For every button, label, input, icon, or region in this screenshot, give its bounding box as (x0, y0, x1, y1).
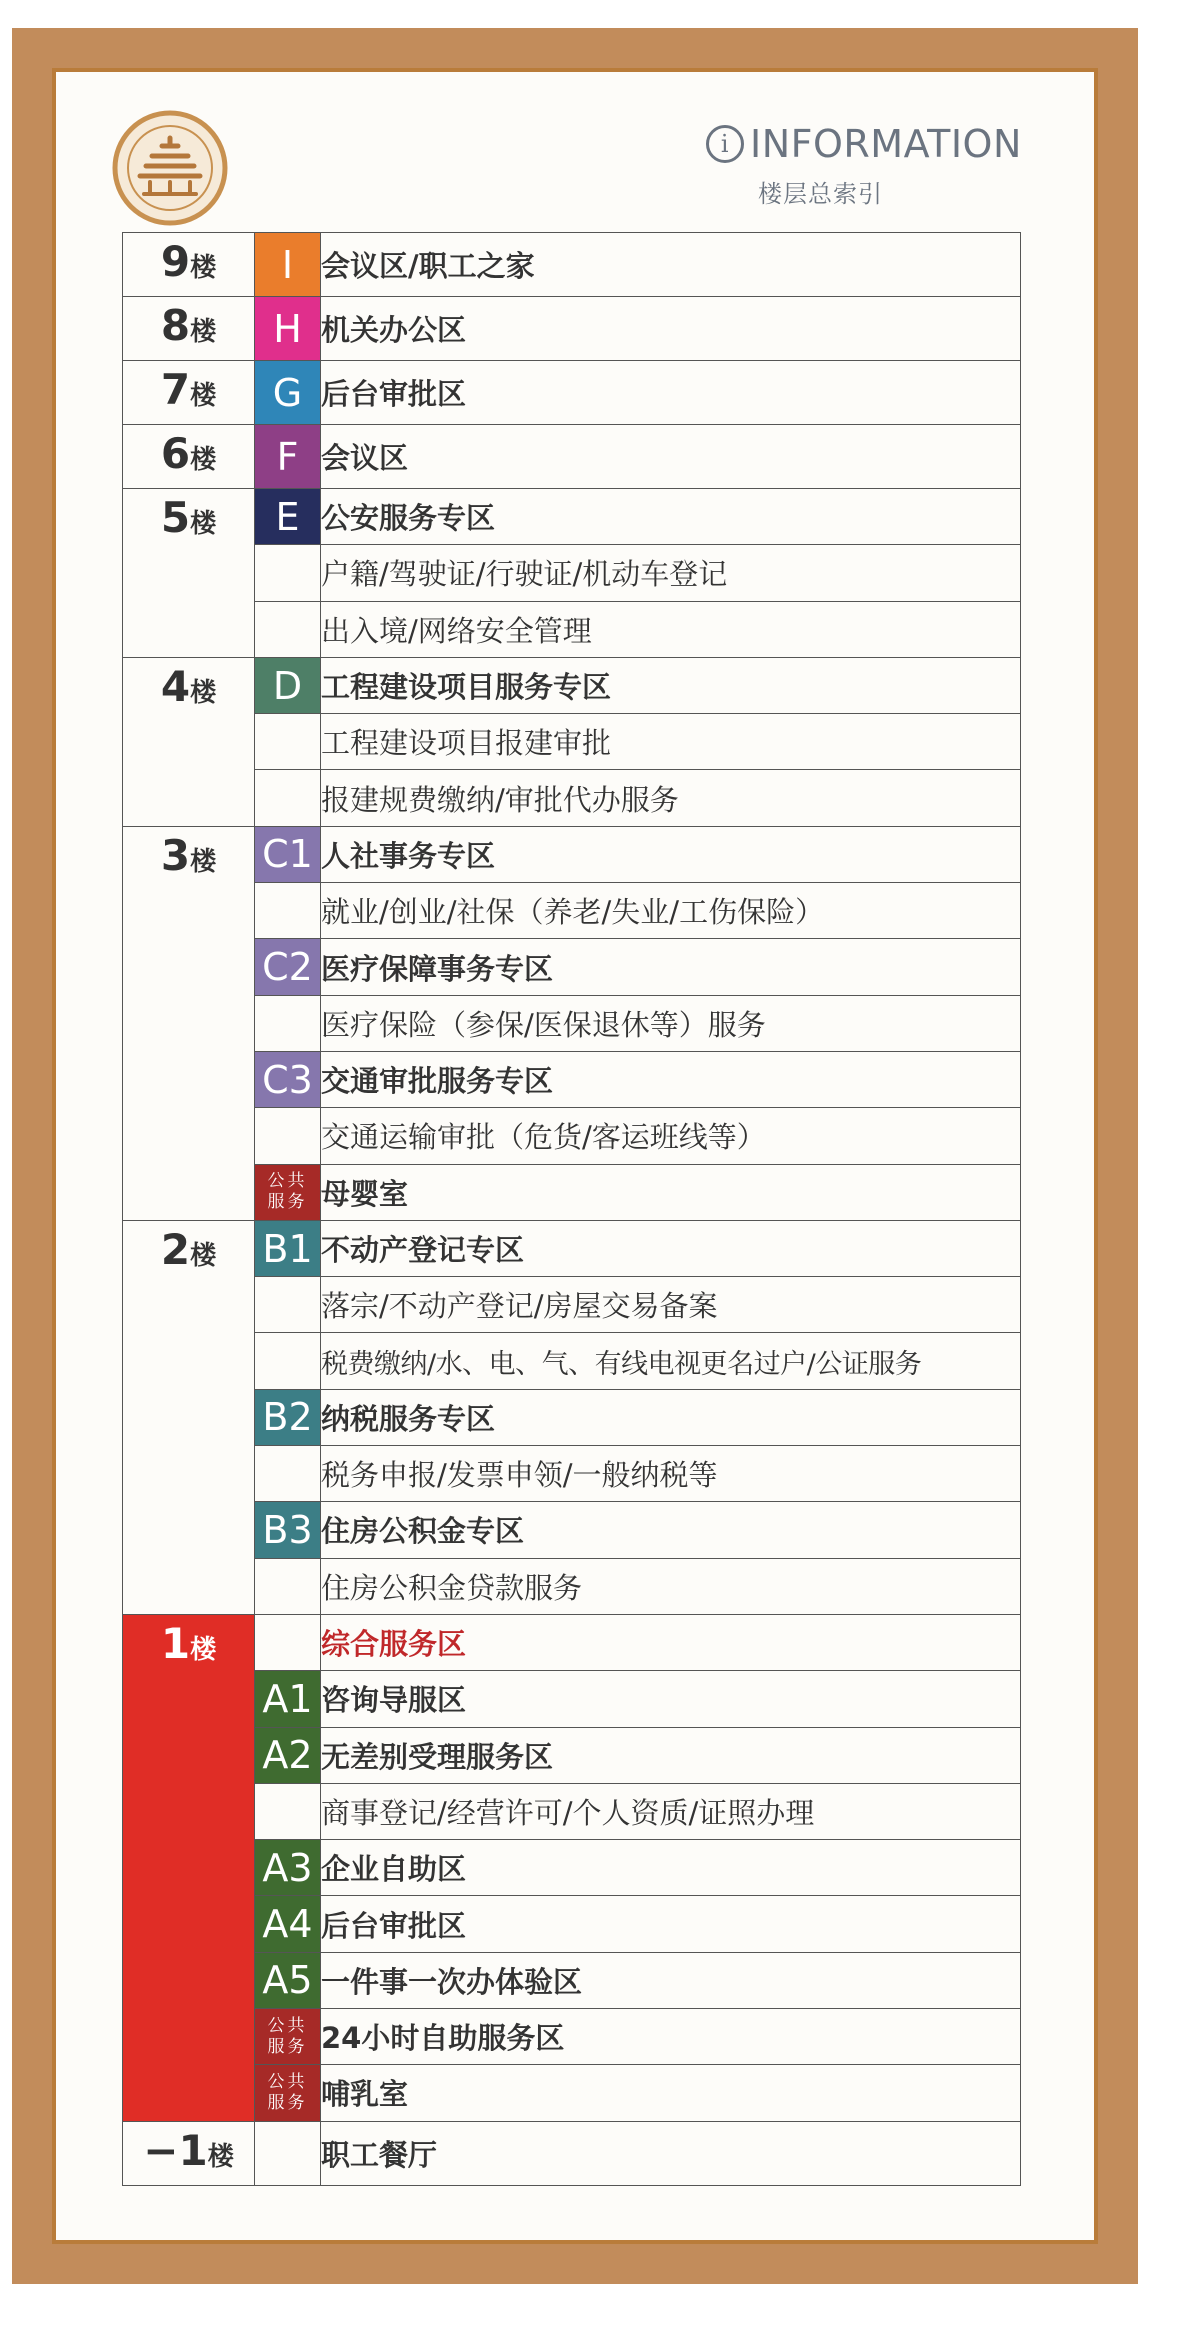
zone-code-badge: A2 (255, 1727, 321, 1783)
directory-row (123, 1277, 1021, 1333)
floor-suffix: 楼 (190, 253, 217, 283)
directory-row (123, 233, 1021, 297)
public-service-badge: 公共 服务 (255, 2009, 321, 2065)
zone-code-badge: A3 (255, 1840, 321, 1896)
floor-number: 7 (160, 365, 191, 414)
directory-row (123, 1783, 1021, 1839)
zone-code-empty (255, 770, 321, 826)
directory-row (123, 1727, 1021, 1783)
zone-title: 公安服务专区 (321, 489, 1021, 545)
zone-title: 不动产登记专区 (321, 1220, 1021, 1276)
public-service-badge: 公共 服务 (255, 1164, 321, 1220)
zone-detail: 出入境/网络安全管理 (321, 601, 1021, 657)
zone-title: 咨询导服区 (321, 1671, 1021, 1727)
zone-detail: 住房公积金贷款服务 (321, 1558, 1021, 1614)
zone-code-badge: A4 (255, 1896, 321, 1952)
zone-title: 企业自助区 (321, 1840, 1021, 1896)
zone-code-badge: A1 (255, 1671, 321, 1727)
floor-label (123, 2121, 255, 2185)
zone-code-badge: B3 (255, 1502, 321, 1558)
zone-code-badge: C1 (255, 826, 321, 882)
zone-title: 母婴室 (321, 1164, 1021, 1220)
floor-number: 5 (160, 493, 191, 542)
floor-suffix: 楼 (190, 677, 217, 708)
zone-detail: 落宗/不动产登记/房屋交易备案 (321, 1277, 1021, 1333)
floor-number: 2 (160, 1224, 191, 1274)
floor-number: 8 (160, 301, 191, 350)
directory-row (123, 1840, 1021, 1896)
directory-row (123, 2121, 1021, 2185)
directory-row (123, 657, 1021, 713)
directory-row (123, 1671, 1021, 1727)
zone-code-badge: D (255, 657, 321, 713)
zone-title: 机关办公区 (321, 297, 1021, 361)
zone-title: 会议区/职工之家 (321, 233, 1021, 297)
floor-label (123, 233, 255, 297)
floor-label (123, 1614, 255, 2121)
zone-code-badge: E (255, 489, 321, 545)
zone-code-badge: B1 (255, 1220, 321, 1276)
directory-row (123, 361, 1021, 425)
directory-row (123, 425, 1021, 489)
floor-number: 1 (160, 1618, 191, 1668)
zone-detail: 就业/创业/社保（养老/失业/工伤保险） (321, 883, 1021, 939)
directory-row (123, 1051, 1021, 1107)
zone-code-empty (255, 1446, 321, 1502)
zone-title: 会议区 (321, 425, 1021, 489)
zone-code-empty (255, 1614, 321, 1670)
floor-suffix: 楼 (190, 381, 217, 411)
directory-row (123, 1502, 1021, 1558)
floor-suffix: 楼 (190, 317, 217, 347)
zone-title: 住房公积金专区 (321, 1502, 1021, 1558)
directory-row (123, 601, 1021, 657)
directory-row (123, 826, 1021, 882)
zone-detail: 税费缴纳/水、电、气、有线电视更名过户/公证服务 (321, 1333, 1021, 1389)
zone-detail: 税务申报/发票申领/一般纳税等 (321, 1446, 1021, 1502)
directory-row (123, 883, 1021, 939)
directory-row (123, 939, 1021, 995)
zone-code-badge: G (255, 361, 321, 425)
floor-number: 6 (160, 429, 191, 478)
zone-detail: 商事登记/经营许可/个人资质/证照办理 (321, 1783, 1021, 1839)
zone-code-empty (255, 714, 321, 770)
zone-code-badge: C3 (255, 1051, 321, 1107)
zone-title: 交通审批服务专区 (321, 1051, 1021, 1107)
floor-number: 3 (160, 830, 191, 880)
floor-number: 9 (160, 237, 191, 286)
floor-directory-table (122, 232, 1021, 2186)
floor-label (123, 657, 255, 826)
floor-label (123, 1220, 255, 1614)
zone-code-empty (255, 995, 321, 1051)
zone-title: 哺乳室 (321, 2065, 1021, 2121)
zone-code-badge: B2 (255, 1389, 321, 1445)
zone-code-empty (255, 1783, 321, 1839)
directory-row (123, 1558, 1021, 1614)
zone-title: 后台审批区 (321, 361, 1021, 425)
directory-row (123, 2009, 1021, 2065)
zone-detail: 医疗保险（参保/医保退休等）服务 (321, 995, 1021, 1051)
zone-code-empty (255, 1558, 321, 1614)
floor-label (123, 297, 255, 361)
floor-suffix: 楼 (190, 846, 217, 877)
info-heading (706, 122, 1022, 166)
zone-title: 医疗保障事务专区 (321, 939, 1021, 995)
directory-row (123, 714, 1021, 770)
zone-title: 一件事一次办体验区 (321, 1952, 1021, 2008)
directory-row (123, 1446, 1021, 1502)
zone-title: 纳税服务专区 (321, 1389, 1021, 1445)
zone-code-empty (255, 2121, 321, 2185)
directory-row (123, 1164, 1021, 1220)
directory-row (123, 1220, 1021, 1276)
zone-detail: 交通运输审批（危货/客运班线等） (321, 1108, 1021, 1164)
zone-title: 人社事务专区 (321, 826, 1021, 882)
zone-code-badge: C2 (255, 939, 321, 995)
zone-code-empty (255, 601, 321, 657)
floor-label (123, 425, 255, 489)
info-circle-icon: i (706, 125, 744, 163)
zone-code-empty (255, 1333, 321, 1389)
info-subtitle: 楼层总索引 (758, 180, 883, 208)
directory-row (123, 489, 1021, 545)
directory-row (123, 545, 1021, 601)
zone-title: 后台审批区 (321, 1896, 1021, 1952)
public-service-badge: 公共 服务 (255, 2065, 321, 2121)
directory-row (123, 995, 1021, 1051)
zone-code-badge: I (255, 233, 321, 297)
zone-title: 无差别受理服务区 (321, 1727, 1021, 1783)
info-label: INFORMATION (750, 122, 1022, 166)
zone-code-empty (255, 545, 321, 601)
floor-number: −1 (143, 2125, 208, 2175)
zone-title: 综合服务区 (321, 1614, 1021, 1670)
zone-code-empty (255, 883, 321, 939)
floor-suffix: 楼 (207, 2141, 234, 2172)
zone-detail: 工程建设项目报建审批 (321, 714, 1021, 770)
zone-title: 24小时自助服务区 (321, 2009, 1021, 2065)
directory-row (123, 770, 1021, 826)
zone-code-badge: A5 (255, 1952, 321, 2008)
floor-suffix: 楼 (190, 509, 217, 539)
floor-suffix: 楼 (190, 1240, 217, 1271)
directory-row (123, 1389, 1021, 1445)
directory-row (123, 1108, 1021, 1164)
zone-code-badge: H (255, 297, 321, 361)
zone-title: 工程建设项目服务专区 (321, 657, 1021, 713)
zone-title: 职工餐厅 (321, 2121, 1021, 2185)
floor-suffix: 楼 (190, 1634, 217, 1665)
floor-label (123, 489, 255, 658)
floor-label (123, 361, 255, 425)
zone-code-empty (255, 1277, 321, 1333)
directory-row (123, 1896, 1021, 1952)
zone-code-badge: F (255, 425, 321, 489)
floor-number: 4 (160, 661, 191, 711)
directory-row (123, 297, 1021, 361)
directory-row (123, 1952, 1021, 2008)
directory-row (123, 1333, 1021, 1389)
zone-code-empty (255, 1108, 321, 1164)
floor-label (123, 826, 255, 1220)
directory-row (123, 1614, 1021, 1670)
zone-detail: 户籍/驾驶证/行驶证/机动车登记 (321, 545, 1021, 601)
zone-detail: 报建规费缴纳/审批代办服务 (321, 770, 1021, 826)
service-center-logo (110, 108, 230, 228)
floor-suffix: 楼 (190, 445, 217, 475)
directory-row (123, 2065, 1021, 2121)
